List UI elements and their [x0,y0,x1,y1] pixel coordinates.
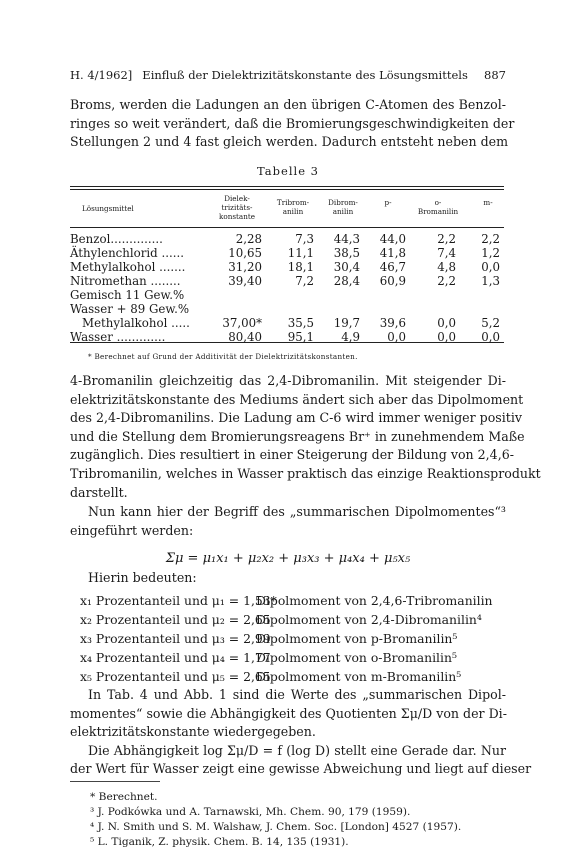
table-cell-value: 18,1 [287,260,314,274]
text-line: darstellt. [70,484,128,500]
col-header-text: m- [483,198,493,207]
table-cell-value: 39,6 [379,316,406,330]
col-header-o [412,198,464,216]
definition-row [80,610,510,629]
table-cell-solvent: Wasser ............. [70,330,166,344]
table-cell-solvent: Methylalkohol ....... [70,260,186,274]
definition-row [80,591,510,610]
table-cell-value: 30,4 [333,260,360,274]
definition-row [80,667,510,686]
definition-desc: Dipolmoment von 2,4-Dibromanilin⁴ [256,612,482,627]
text-line: ringes so weit verändert, daß die Bromierungsgeschwindigkeiten der [70,115,515,131]
footnote: ⁴ J. N. Smith und S. M. Walshaw, J. Chem. Soc. [London] 4527 (1957). [90,821,462,833]
table-top-rule [70,186,504,187]
table-header-rule [70,227,504,228]
table-cell-solvent: Nitromethan ........ [70,274,181,288]
body-paragraph [70,372,541,502]
formula: Σμ = μ₁x₁ + μ₂x₂ + μ₃x₃ + μ₄x₄ + μ₅x₅ [165,551,411,566]
text-line: 4-Bromanilin gleichzeitig das 2,4-Dibromanilin. Mit steigender Di- [70,373,506,388]
table-row [70,330,504,344]
table-cell-solvent: Äthylenchlorid ...... [70,246,184,260]
table-cell-value: 5,2 [481,316,500,330]
footnote-rule [70,781,160,782]
table-cell-value: 1,3 [481,274,500,288]
table-cell-value: 37,00* [222,316,262,330]
table-cell-value: 7,4 [437,246,456,260]
text-line: Stellungen 2 und 4 fast gleich werden. Dadurch entsteht neben dem [70,134,509,150]
summary-paragraph [70,503,506,540]
col-header-p [378,198,398,207]
meaning-label [88,569,506,588]
table-cell-solvent: Benzol.............. [70,232,163,246]
table-footnote: * Berechnet auf Grund der Additivität der Dielektrizitätskonstanten. [88,352,358,361]
text-line: Broms, werden die Ladungen an den übrigen C-Atomen des Benzol- [70,97,506,112]
table-cell-solvent: Gemisch 11 Gew.% [70,288,185,302]
text-line: Tribromanilin, welches in Wasser praktisch das einzige Reaktionsprodukt [70,465,541,481]
definition-desc: Dipolmoment von 2,4,6-Tribromanilin [256,593,493,608]
text-line: und die Stellung dem Bromierungsreagens Br⁺ in zunehmendem Maße [70,428,525,444]
col-header-text: p- [384,198,392,207]
definition-desc: Dipolmoment von p-Bromanilin⁵ [256,631,458,646]
table-top-rule-2 [70,189,504,190]
table-row [70,288,504,302]
footnote: * Berechnet. [90,791,158,803]
table-cell-value: 60,9 [379,274,406,288]
table-row [70,274,504,288]
table-row [70,260,504,274]
running-header [70,68,506,82]
footnote: ³ J. Podkówka und A. Tarnawski, Mh. Chem. 90, 179 (1959). [90,806,411,818]
intro-paragraph [70,96,515,152]
table-cell-value: 0,0 [437,330,456,344]
table-cell-value: 0,0 [437,316,456,330]
definition-desc: Dipolmoment von o-Bromanilin⁵ [256,650,457,665]
definition-term: x₃ Prozentanteil und μ₃ = 2,99 [80,631,271,646]
col-header-text: o- Bromanilin [417,198,459,216]
text-line: Nun kann hier der Begriff des „summarischen Dipolmomentes“³ [88,504,506,519]
col-header-text: Dielek- trizitäts- konstante [219,194,255,221]
table-cell-value: 0,0 [481,330,500,344]
table-cell-value: 2,28 [235,232,262,246]
text-line: elektrizitätskonstante wiedergegeben. [70,724,316,740]
footnote: ⁵ L. Tiganik, Z. physik. Chem. B. 14, 135 (1931). [90,836,349,848]
table-cell-value: 7,2 [295,274,314,288]
table-cell-value: 38,5 [333,246,360,260]
table-row [70,302,504,316]
table-cell-value: 44,0 [379,232,406,246]
text-line: eingeführt werden: [70,522,194,538]
definition-row [80,648,510,667]
table-cell-value: 4,9 [341,330,360,344]
table-row [70,232,504,246]
table-cell-value: 19,7 [333,316,360,330]
col-header-solvent [82,204,202,213]
issue-label: H. 4/1962] [70,68,133,82]
closing-paragraph [70,686,532,779]
col-header-text: Tribrom- anilin [276,198,310,216]
table-cell-value: 80,40 [228,330,262,344]
text-line: des 2,4-Dibromanilins. Die Ladung am C-6 wird immer weniger positiv [70,410,522,426]
page-number: 887 [484,68,506,82]
col-header-tribrom [268,198,318,216]
table-cell-value: 0,0 [387,330,406,344]
definition-list [80,591,510,686]
col-header-m [478,198,498,207]
text-line: elektrizitätskonstante des Mediums ändert sich aber das Dipolmoment [70,391,524,407]
table-cell-value: 7,3 [295,232,314,246]
table-cell-value: 1,2 [481,246,500,260]
definition-desc: Dipolmoment von m-Bromanilin⁵ [256,669,462,684]
col-header-dielectric [215,194,259,221]
table-cell-value: 31,20 [228,260,262,274]
table-cell-value: 35,5 [287,316,314,330]
table-caption: Tabelle 3 [257,164,319,178]
text-line: Die Abhängigkeit log Σμ/D = f (log D) stellt eine Gerade dar. Nur [88,742,506,758]
text-line: In Tab. 4 und Abb. 1 sind die Werte des „summarischen Dipol- [88,687,506,702]
table-row [70,316,504,330]
table-cell-value: 95,1 [287,330,314,344]
table-cell-value: 4,8 [437,260,456,274]
table-cell-solvent: Wasser + 89 Gew.% [70,302,190,316]
table-cell-value: 0,0 [481,260,500,274]
definition-term: x₄ Prozentanteil und μ₄ = 1,77 [80,650,271,665]
table-cell-value: 2,2 [481,232,500,246]
col-header-text: Dibrom- anilin [328,198,358,216]
definition-row [80,629,510,648]
table-row [70,246,504,260]
text-line: zugänglich. Dies resultiert in einer Steigerung der Bildung von 2,4,6- [70,447,514,463]
text-line: momentes“ sowie die Abhängigkeit des Quotienten Σμ/D von der Di- [70,705,507,721]
table-cell-value: 46,7 [379,260,406,274]
table-cell-value: 41,8 [379,246,406,260]
table-cell-value: 44,3 [333,232,360,246]
definition-term: x₁ Prozentanteil und μ₁ = 1,53* [80,593,277,608]
table-cell-value: 39,40 [228,274,262,288]
table-cell-value: 2,2 [437,274,456,288]
col-header-text: Lösungsmittel [82,204,134,213]
table-cell-solvent: Methylalkohol ..... [82,316,190,330]
text-line: der Wert für Wasser zeigt eine gewisse Abweichung und liegt auf dieser [70,761,532,777]
running-title: Einfluß der Dielektrizitätskonstante des Lösungsmittels [142,68,468,82]
table-cell-value: 28,4 [333,274,360,288]
table-cell-value: 10,65 [228,246,262,260]
col-header-dibrom [318,198,368,216]
table-cell-value: 2,2 [437,232,456,246]
definition-term: x₅ Prozentanteil und μ₅ = 2,65 [80,669,271,684]
table-cell-value: 11,1 [287,246,314,260]
text-line: Hierin bedeuten: [88,570,197,585]
definition-term: x₂ Prozentanteil und μ₂ = 2,65 [80,612,271,627]
